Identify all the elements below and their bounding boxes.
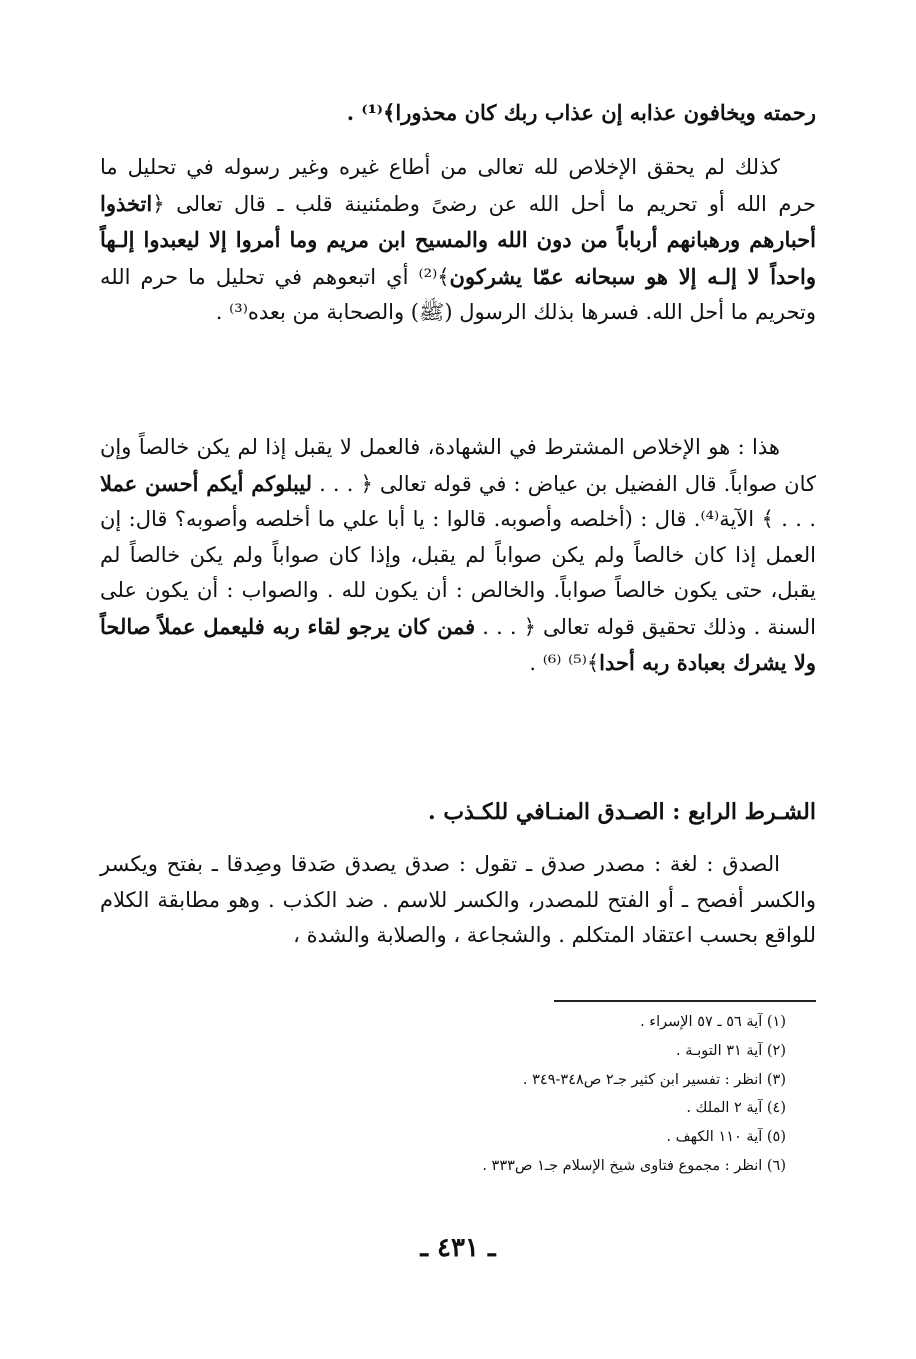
- paragraph-1: [100, 150, 816, 331]
- text-line-continuation: [100, 95, 816, 132]
- paragraph-ikhlas-condition: [100, 430, 816, 682]
- p2-verse-a: ليبلوكم أيكم أحسن عملا: [100, 470, 313, 496]
- footnotes: [330, 1008, 786, 1181]
- footnote-3: (٣) انظر : تفسير ابن كثير جـ٢ ص٣٤٨-٣٤٩ .: [522, 1071, 786, 1088]
- p1-text-b: ﴾⁽²⁾ أي اتبعوهم في تحليل ما حرم الله وتحريم ما أحل الله. فسرها بذلك الرسول (ﷺ) والصحابة من بعده⁽³⁾ .: [100, 264, 816, 324]
- paragraph-sidq-definition: [100, 847, 816, 954]
- p2-text-b: . . . ﴾ الآية⁽⁴⁾. قال : (أخلصه وأصوبه. قالوا : يا أبا علي ما أخلصه وأصوبه؟ قال: إن العمل إذا كان خالصاً ولم يكن صواباً لم يقبل، وإذا كان صواباً ولم يكن خالصاً لم يقبل، حتى يكون خالصاً صواباً. والخالص : أن يكون لله . والصواب : أن يكون على السنة . وذلك تحقيق قوله تعالى ﴿ . . .: [100, 507, 817, 639]
- page-number: ـ ٤٣١ ـ: [420, 1233, 496, 1263]
- p2-text-c: ﴾⁽⁵⁾ ⁽⁶⁾ .: [529, 651, 600, 675]
- verse-tail: رحمته ويخافون عذابه إن عذاب ربك كان محذورا﴾⁽¹⁾ .: [346, 100, 816, 125]
- paragraph-2: [100, 430, 816, 682]
- footnote-separator: [554, 1000, 816, 1002]
- paragraph-continuation: [100, 95, 816, 132]
- paragraph-ikhlas-obedience: [100, 150, 816, 331]
- p1-verse: اتخذوا أحبارهم ورهبانهم أرباباً من دون الله والمسيح ابن مريم وما أمروا إلا ليعبدوا إلـهاً واحداً لا إلـه إلا هو سبحانه عمّا يشركون: [100, 190, 817, 289]
- footnote-4: (٤) آية ٢ الملك .: [686, 1100, 786, 1117]
- p2-verse-b: فمن كان يرجو لقاء ربه فليعمل عملاً صالحاً ولا يشرك بعبادة ربه أحدا: [100, 613, 816, 675]
- paragraph-3: الصدق : لغة : مصدر صدق ـ تقول : صدق يصدق صَدقا وصِدقا ـ بفتح ويكسر والكسر أفصح ـ أو الفتح للمصدر، والكسر للاسم . ضد الكذب . وهو مطابقة الكلام للواقع بحسب اعتقاد المتكلم . والشجاعة ، والصلابة والشدة ،: [100, 852, 816, 947]
- footnote-6: (٦) انظر : مجموع فتاوى شيخ الإسلام جـ١ ص٣٣٣ .: [482, 1157, 786, 1174]
- p2-text-a: هذا : هو الإخلاص المشترط في الشهادة، فالعمل لا يقبل إذا لم يكن خالصاً وإن كان صواباً. قال الفضيل بن عياض : في قوله تعالى ﴿ . . .: [100, 435, 816, 496]
- footnote-1: (١) آية ٥٦ ـ ٥٧ الإسراء .: [640, 1014, 786, 1030]
- section-heading: الشـرط الرابع : الصـدق المنـافي للكـذب .: [428, 799, 816, 825]
- footnote-5: (٥) آية ١١٠ الكهف .: [666, 1129, 786, 1146]
- footnote-2: (٢) آية ٣١ التوبـة .: [676, 1042, 786, 1059]
- p1-text-a: كذلك لم يحقق الإخلاص لله تعالى من أطاع غيره وغير رسوله في تحليل ما حرم الله أو تحريم ما أحل الله عن رضىً وطمئنينة قلب ـ قال تعالى ﴿: [100, 155, 816, 216]
